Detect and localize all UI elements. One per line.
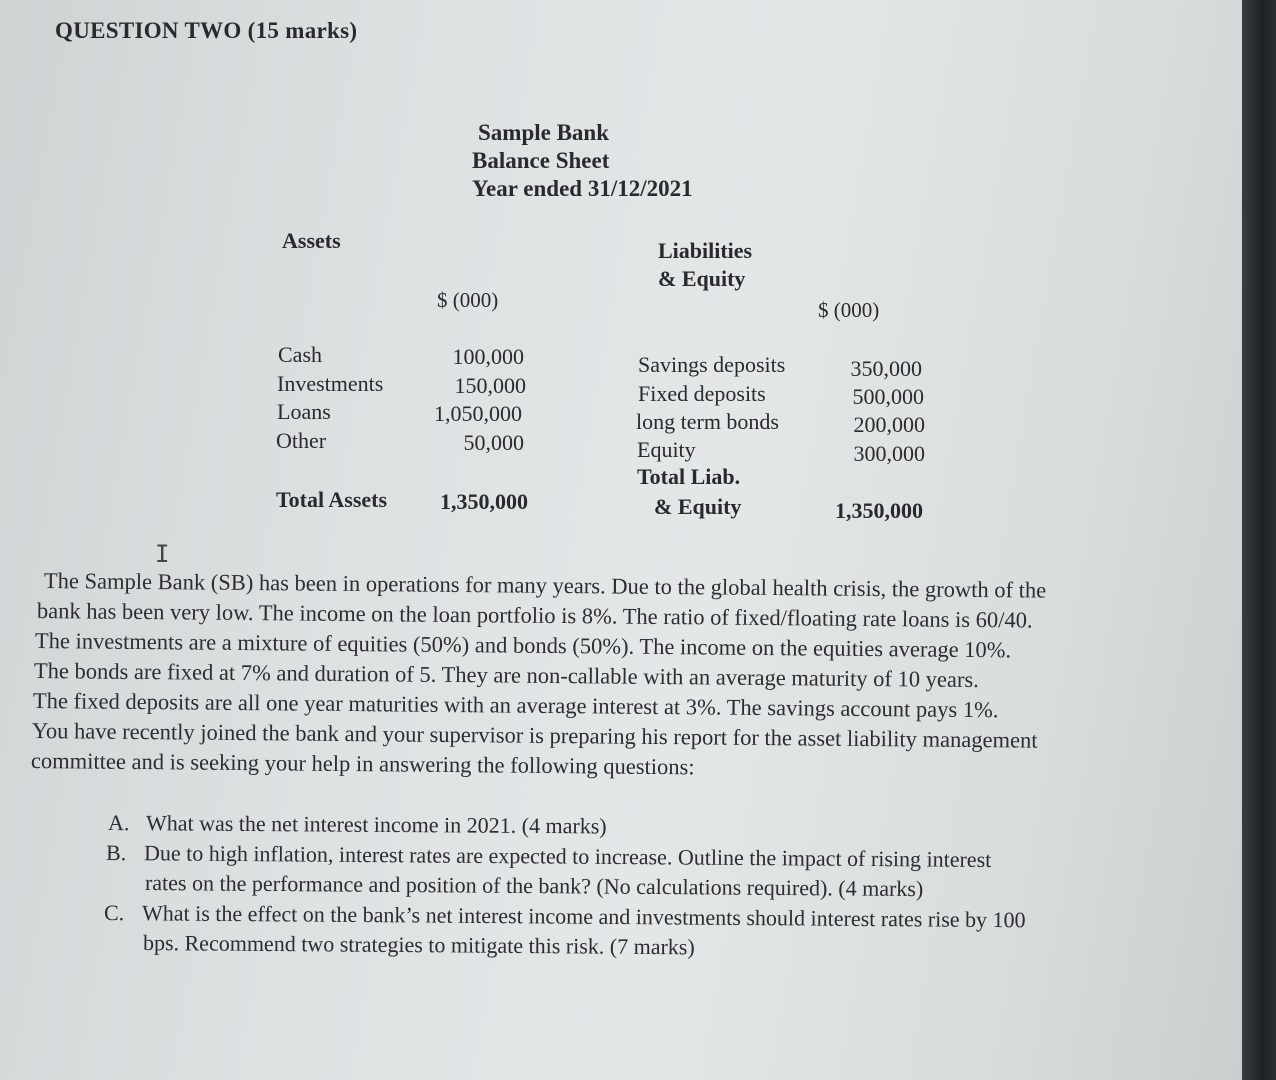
total-liabilities-equity-label: & Equity <box>654 494 742 519</box>
question-b-letter: B. <box>105 840 127 866</box>
question-c-text-line1: What is the effect on the bank’s net interest income and investments should interest rates rise by 100 <box>141 900 1026 933</box>
asset-value-loans: 1,050,000 <box>434 401 522 426</box>
balance-sheet-title: Balance Sheet <box>472 148 610 173</box>
total-assets-value: 1,350,000 <box>440 489 528 514</box>
paragraph-line: The fixed deposits are all one year maturities with an average interest at 3%. The savings account pays 1%. <box>32 688 999 723</box>
paragraph-line: The bonds are fixed at 7% and duration of 5. They are non-callable with an average maturity of 10 years. <box>33 658 979 693</box>
question-c-continuation: bps. Recommend two strategies to mitigate this risk. (7 marks) <box>142 930 695 960</box>
question-c-letter: C. <box>103 900 125 926</box>
equity-heading: & Equity <box>658 266 746 291</box>
total-liabilities-value: 1,350,000 <box>835 498 923 523</box>
year-ended-line: Year ended 31/12/2021 <box>472 176 693 201</box>
total-assets-label: Total Assets <box>276 487 388 512</box>
question-a-letter: A. <box>107 810 130 836</box>
paragraph-line: bank has been very low. The income on the loan portfolio is 8%. The ratio of fixed/floating rate loans is 60/40. <box>36 598 1033 633</box>
liability-label-savings: Savings deposits <box>638 352 786 377</box>
total-liabilities-label: Total Liab. <box>637 464 741 489</box>
monitor-bezel <box>1242 0 1276 1080</box>
liability-value-bonds: 200,000 <box>853 412 925 437</box>
paragraph-line: committee and is seeking your help in answering the following questions: <box>30 748 695 780</box>
asset-value-other: 50,000 <box>463 430 524 455</box>
liability-label-fixed: Fixed deposits <box>638 381 766 406</box>
question-b-text-line1: Due to high inflation, interest rates are expected to increase. Outline the impact of rising interest <box>143 840 992 872</box>
question-title: QUESTION TWO (15 marks) <box>55 18 358 43</box>
text-cursor-icon: I <box>155 540 170 568</box>
asset-label-loans: Loans <box>277 399 331 424</box>
paragraph-line: The investments are a mixture of equities (50%) and bonds (50%). The income on the equities average 10%. <box>34 628 1012 663</box>
question-b-continuation: rates on the performance and position of the bank? (No calculations required). (4 marks) <box>144 870 924 902</box>
assets-unit-label: $ (000) <box>437 288 499 312</box>
question-a <box>108 810 607 839</box>
question-c <box>104 900 1026 933</box>
question-b <box>106 840 992 873</box>
asset-label-cash: Cash <box>278 342 322 367</box>
bank-name: Sample Bank <box>478 120 610 145</box>
question-a-text: What was the net interest income in 2021. (4 marks) <box>145 810 607 839</box>
liability-value-fixed: 500,000 <box>852 384 924 409</box>
liability-value-savings: 350,000 <box>850 356 922 381</box>
paragraph-line: You have recently joined the bank and your supervisor is preparing his report for the asset liability management <box>31 718 1038 753</box>
liability-value-equity: 300,000 <box>853 441 925 466</box>
asset-value-investments: 150,000 <box>454 373 526 398</box>
paragraph-line: The Sample Bank (SB) has been in operations for many years. Due to the global health crisis, the growth of the <box>43 568 1047 603</box>
asset-label-investments: Investments <box>277 371 384 396</box>
asset-label-other: Other <box>276 428 327 453</box>
liabilities-unit-label: $ (000) <box>818 298 880 322</box>
liabilities-heading: Liabilities <box>658 238 753 263</box>
assets-heading: Assets <box>282 228 341 253</box>
asset-value-cash: 100,000 <box>452 344 524 369</box>
liability-label-equity: Equity <box>637 437 696 462</box>
liability-label-bonds: long term bonds <box>636 409 779 434</box>
